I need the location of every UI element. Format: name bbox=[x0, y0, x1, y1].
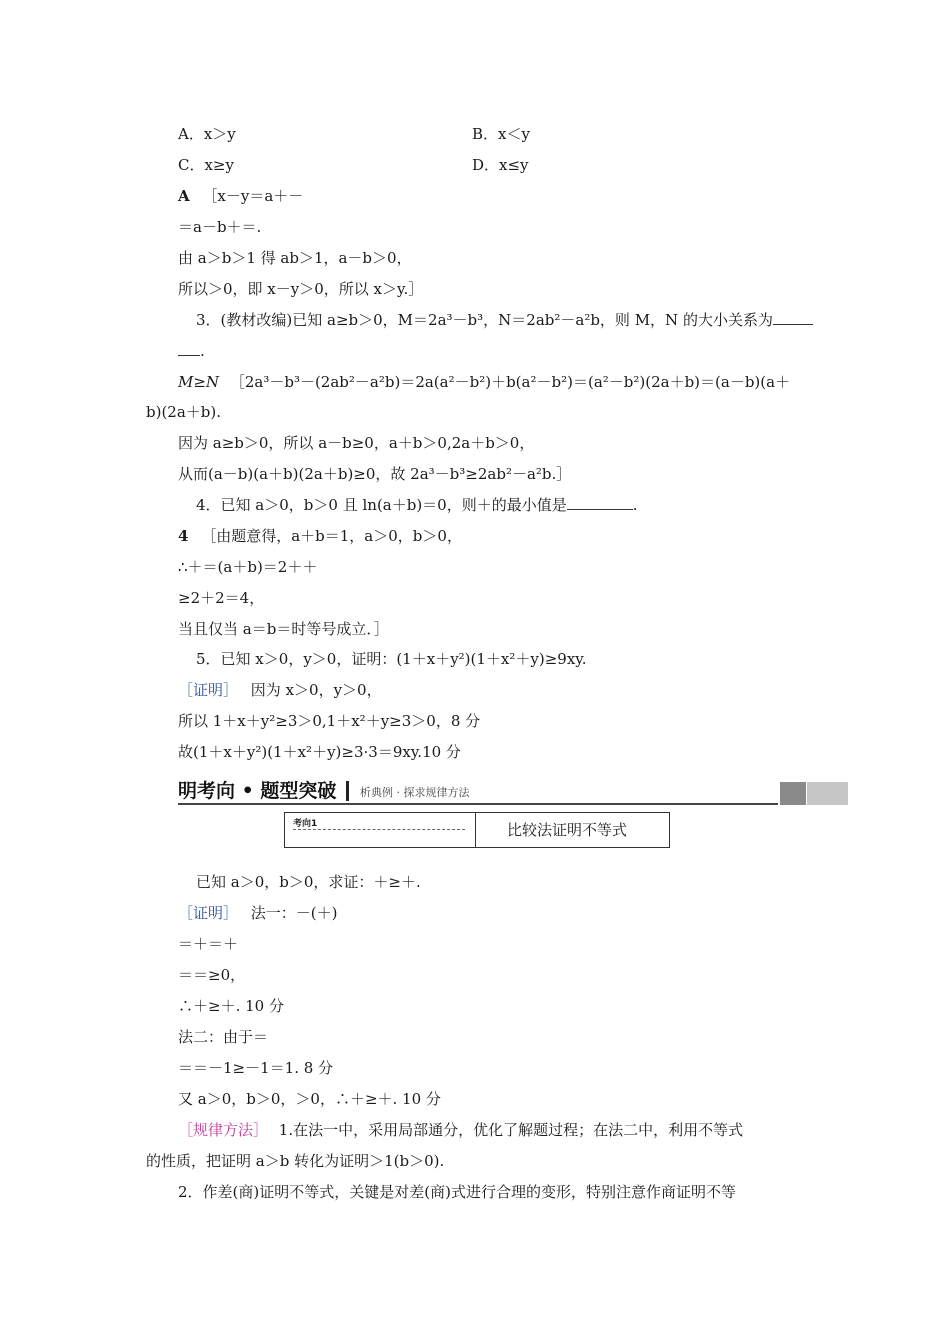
method-text-1: 1.在法一中，采用局部通分，优化了解题过程；在法二中，利用不等式 bbox=[278, 1121, 744, 1139]
example-stem: 已知 a＞0，b＞0，求证：＋≥＋. bbox=[196, 873, 421, 891]
section-decor-light bbox=[807, 782, 848, 805]
example-proof-3: ＝＝≥0， bbox=[178, 966, 246, 984]
q3-solution-1: ［2a³－b³－(2ab²－a²b)＝2a(a²－b²)＋b(a²－b²)＝(a²－b²)(2a＋b)＝(a－b)(a＋ bbox=[229, 373, 791, 391]
q2-answer-letter: A bbox=[178, 187, 190, 205]
q3-stem-tail-line bbox=[178, 341, 205, 361]
q4-blank bbox=[567, 495, 633, 510]
q5-proof-tag: ［证明］ bbox=[178, 681, 239, 699]
q3-blank-cont bbox=[178, 341, 200, 356]
section-header bbox=[178, 778, 848, 806]
topic-tag: 考向1 bbox=[293, 819, 318, 829]
q3-stem-line bbox=[196, 310, 813, 330]
q3-blank bbox=[773, 310, 813, 325]
method-tag: ［规律方法］ bbox=[178, 1121, 269, 1139]
q4-solution-4: 当且仅当 a＝b＝时等号成立．］ bbox=[178, 620, 389, 638]
example-proof-4: ∴＋≥＋. 10 分 bbox=[178, 997, 284, 1015]
example-proof-line bbox=[178, 903, 338, 923]
section-rule bbox=[178, 803, 778, 805]
topic-box-left bbox=[285, 813, 476, 847]
method-text-3: 2．作差(商)证明不等式，关键是对差(商)式进行合理的变形，特别注意作商证明不等 bbox=[178, 1183, 736, 1201]
q3-solution-4: 从而(a－b)(a＋b)(2a＋b)≥0，故 2a³－b³≥2ab²－a²b.］ bbox=[178, 465, 572, 483]
topic-label: 比较法证明不等式 bbox=[507, 821, 628, 839]
q4-solution-1: ［由题意得，a＋b＝1，a＞0，b＞0， bbox=[201, 527, 462, 545]
q4-answer-line bbox=[178, 526, 462, 546]
topic-dashed-line bbox=[293, 829, 465, 830]
q3-answer-line bbox=[178, 372, 790, 392]
option-d: D．x≤y bbox=[472, 156, 529, 174]
q4-stem-tail: . bbox=[632, 496, 638, 514]
q3-stem-tail: . bbox=[200, 342, 205, 360]
q3-solution-2: b)(2a＋b). bbox=[146, 403, 222, 421]
q5-proof-line bbox=[178, 680, 382, 700]
example-proof-7: 又 a＞0，b＞0，＞0，∴＋≥＋. 10 分 bbox=[178, 1090, 441, 1108]
q2-solution-3: 由 a＞b＞1 得 ab＞1，a－b＞0， bbox=[178, 249, 412, 267]
q5-proof-3: 故(1＋x＋y²)(1＋x²＋y)≥3·3＝9xy.10 分 bbox=[178, 743, 461, 761]
q3-solution-3: 因为 a≥b＞0，所以 a－b≥0，a＋b＞0,2a＋b＞0， bbox=[178, 434, 535, 452]
topic-box bbox=[284, 812, 670, 848]
q5-proof-2: 所以 1＋x＋y²≥3＞0,1＋x²＋y≥3＞0，8 分 bbox=[178, 712, 481, 730]
method-line-1 bbox=[178, 1120, 743, 1140]
section-separator bbox=[346, 781, 349, 801]
option-b: B．x＜y bbox=[472, 125, 530, 143]
q5-stem: 5．已知 x＞0，y＞0，证明：(1＋x＋y²)(1＋x²＋y)≥9xy. bbox=[196, 650, 587, 668]
q3-answer: M≥N bbox=[178, 373, 220, 391]
q2-solution-1: ［x－y＝a＋－ bbox=[202, 187, 304, 205]
q5-proof-1: 因为 x＞0，y＞0， bbox=[250, 681, 382, 699]
q4-answer: 4 bbox=[178, 527, 189, 545]
q4-stem-line bbox=[196, 495, 638, 515]
q2-solution-2: ＝a－b＋＝. bbox=[178, 218, 262, 236]
q2-answer-line bbox=[178, 186, 303, 206]
q4-solution-3: ≥2＋2＝4， bbox=[178, 589, 265, 607]
q4-stem: 4．已知 a＞0，b＞0 且 ln(a＋b)＝0，则＋的最小值是 bbox=[196, 496, 567, 514]
example-proof-6: ＝＝－1≥－1＝1. 8 分 bbox=[178, 1059, 334, 1077]
example-proof-tag: ［证明］ bbox=[178, 904, 239, 922]
q3-stem: 3．(教材改编)已知 a≥b＞0，M＝2a³－b³，N＝2ab²－a²b，则 M，N 的大小关系为 bbox=[196, 311, 773, 329]
q2-solution-4: 所以＞0，即 x－y＞0，所以 x＞y.］ bbox=[178, 280, 424, 298]
section-decor-dark bbox=[780, 782, 806, 805]
option-a: A．x＞y bbox=[178, 125, 236, 143]
example-proof-1: 法一：－(＋) bbox=[250, 904, 338, 922]
section-title: 明考向 • 题型突破 bbox=[178, 780, 337, 802]
example-proof-2: ＝＋＝＋ bbox=[178, 935, 239, 953]
method-text-2: 的性质，把证明 a＞b 转化为证明＞1(b＞0). bbox=[146, 1152, 445, 1170]
option-c: C．x≥y bbox=[178, 156, 234, 174]
example-proof-5: 法二：由于＝ bbox=[178, 1028, 269, 1046]
q4-solution-2: ∴＋＝(a＋b)＝2＋＋ bbox=[178, 558, 318, 576]
section-subtitle: 析典例 · 探求规律方法 bbox=[360, 786, 470, 799]
